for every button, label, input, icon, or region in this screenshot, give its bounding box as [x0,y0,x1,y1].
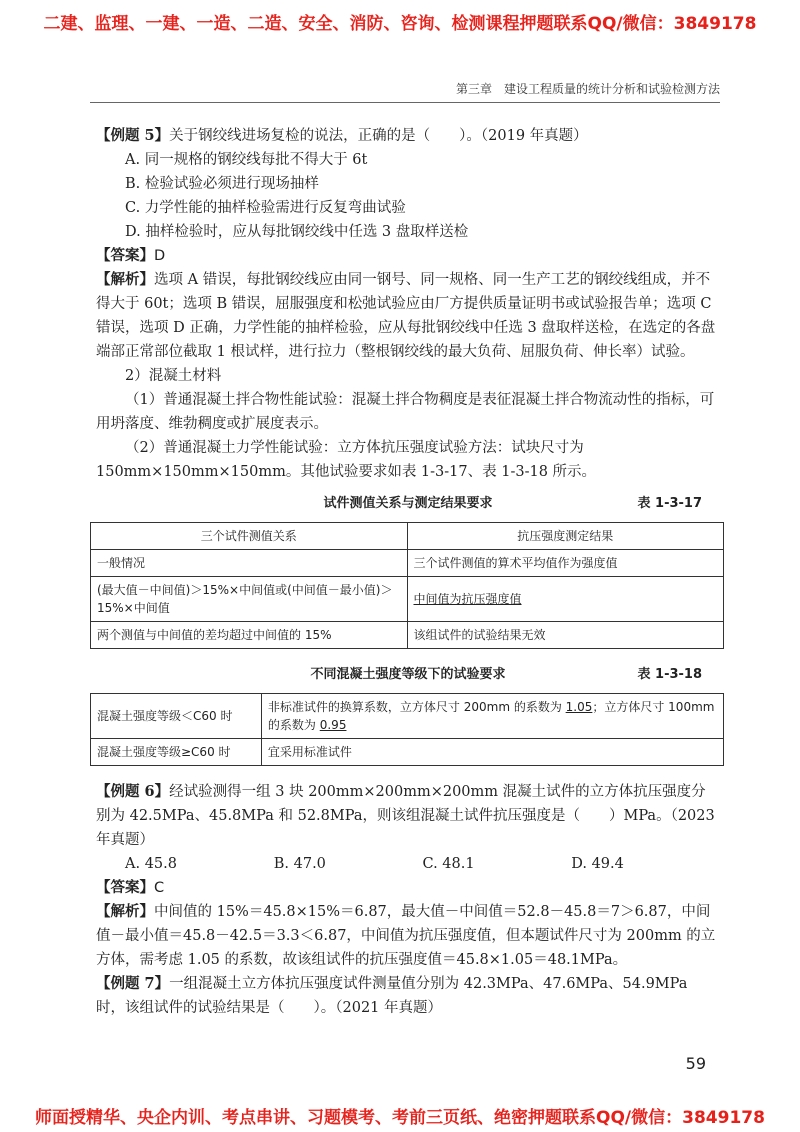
example6-option-a: A. 45.8 [125,856,177,872]
promo-banner-top: 二建、监理、一建、一造、二造、安全、消防、咨询、检测课程押题联系QQ/微信：3849178 [43,14,757,34]
factor-200mm: 1.05 [565,700,593,714]
table18-caption [96,663,720,687]
table17-cell: 一般情况 [91,550,408,577]
example6-tag: 【例题 6】 [96,783,170,800]
table18-grade: 混凝土强度等级≥C60 时 [91,739,262,766]
example5-option-b: B. 检验试验必须进行现场抽样 [125,176,319,192]
example5-tag: 【例题 5】 [96,127,170,144]
example7-question: 【例题 7】一组混凝土立方体抗压强度试件测量值分别为 42.3MPa、47.6MPa、54.9MPa 时，该组试件的试验结果是（ ）。（2021 年真题） [96,975,688,1016]
section-heading: 2）混凝土材料 [125,368,222,384]
table-row [91,550,724,577]
example6-option-d: D. 49.4 [571,856,624,872]
factor-100mm: 0.95 [319,718,347,732]
table17 [90,522,724,649]
section-paragraph-2: （2）普通混凝土力学性能试验：立方体抗压强度试验方法：试块尺寸为 150mm×150mm×150mm。其他试验要求如表 1-3-17、表 1-3-18 所示。 [96,440,597,480]
table18-title: 不同混凝土强度等级下的试验要求 [310,667,506,682]
table-header-row [91,523,724,550]
example5-option-a: A. 同一规格的钢绞线每批不得大于 6t [125,152,368,168]
table-row [91,577,724,622]
page-number: 59 [685,1054,706,1073]
table18 [90,693,724,766]
header-rule [90,102,720,103]
table17-caption [96,492,720,516]
table18-requirement: 非标准试件的换算系数，立方体尺寸 200mm 的系数为 1.05；立方体尺寸 100mm 的系数为 0.95 [261,694,723,739]
table17-cell: 两个测值与中间值的差均超过中间值的 15% [91,622,408,649]
example6-analysis: 【解析】中间值的 15%＝45.8×15%＝6.87，最大值－中间值＝52.8－45.8＝7＞6.87，中间值－最小值＝45.8－42.5＝3.3＜6.87，中间值为抗压强度值，但本题试件尺寸为 200mm 的立方体，需考虑 1.05 的系数，故该组试件的抗压强度值＝45.8×1.05＝48.1MPa。 [96,903,716,968]
example6-option-c: C. 48.1 [422,856,475,872]
promo-banner-bottom: 师面授精华、央企内训、考点串讲、习题模考、考前三页纸、绝密押题联系QQ/微信：3849178 [35,1108,765,1128]
table17-cell: 中间值为抗压强度值 [407,577,724,622]
example7-tag: 【例题 7】 [96,975,170,992]
table17-number: 表 1-3-17 [637,496,702,511]
example5-question: 【例题 5】关于钢绞线进场复检的说法，正确的是（ ）。（2019 年真题） [96,127,588,144]
example6-options [96,852,720,876]
table18-number: 表 1-3-18 [637,667,702,682]
example5-option-d: D. 抽样检验时，应从每批钢绞线中任选 3 盘取样送检 [125,224,469,240]
example5-analysis: 【解析】选项 A 错误，每批钢绞线应由同一钢号、同一规格、同一生产工艺的钢绞线组成，并不得大于 60t；选项 B 错误，屈服强度和松弛试验应由厂方提供质量证明书或试验报告单；选项 C 错误，选项 D 正确，力学性能的抽样检验，应从每批钢绞线中任选 3 盘取样送检，在选定的各盘端部正常部位截取 1 根试样，进行拉力（整根钢绞线的最大负荷、屈服负荷、伸长率）试验。 [96,271,716,360]
table17-cell: 三个试件测值的算术平均值作为强度值 [407,550,724,577]
example6-question: 【例题 6】经试验测得一组 3 块 200mm×200mm×200mm 混凝土试件的立方体抗压强度分别为 42.5MPa、45.8MPa 和 52.8MPa，则该组混凝土试件抗压强度是（ ）MPa。（2023 年真题） [96,783,715,848]
table-row [91,694,724,739]
page-content [96,124,720,1020]
table-row [91,739,724,766]
table17-title: 试件测值关系与测定结果要求 [323,496,493,511]
table-row [91,622,724,649]
table18-grade: 混凝土强度等级＜C60 时 [91,694,262,739]
table17-cell: (最大值－中间值)＞15%×中间值或(中间值－最小值)＞15%×中间值 [91,577,408,622]
chapter-header: 第三章 建设工程质量的统计分析和试验检测方法 [455,82,720,96]
table17-header-1: 三个试件测值关系 [91,523,408,550]
example6-option-b: B. 47.0 [273,856,326,872]
table17-header-2: 抗压强度测定结果 [407,523,724,550]
example5-answer: 【答案】D [96,247,166,264]
example6-answer: 【答案】C [96,879,165,896]
section-paragraph-1: （1）普通混凝土拌合物性能试验：混凝土拌合物稠度是表征混凝土拌合物流动性的指标，可用坍落度、维勃稠度或扩展度表示。 [96,392,715,432]
table17-cell: 该组试件的试验结果无效 [407,622,724,649]
table18-requirement: 宜采用标准试件 [261,739,723,766]
example5-option-c: C. 力学性能的抽样检验需进行反复弯曲试验 [125,200,406,216]
